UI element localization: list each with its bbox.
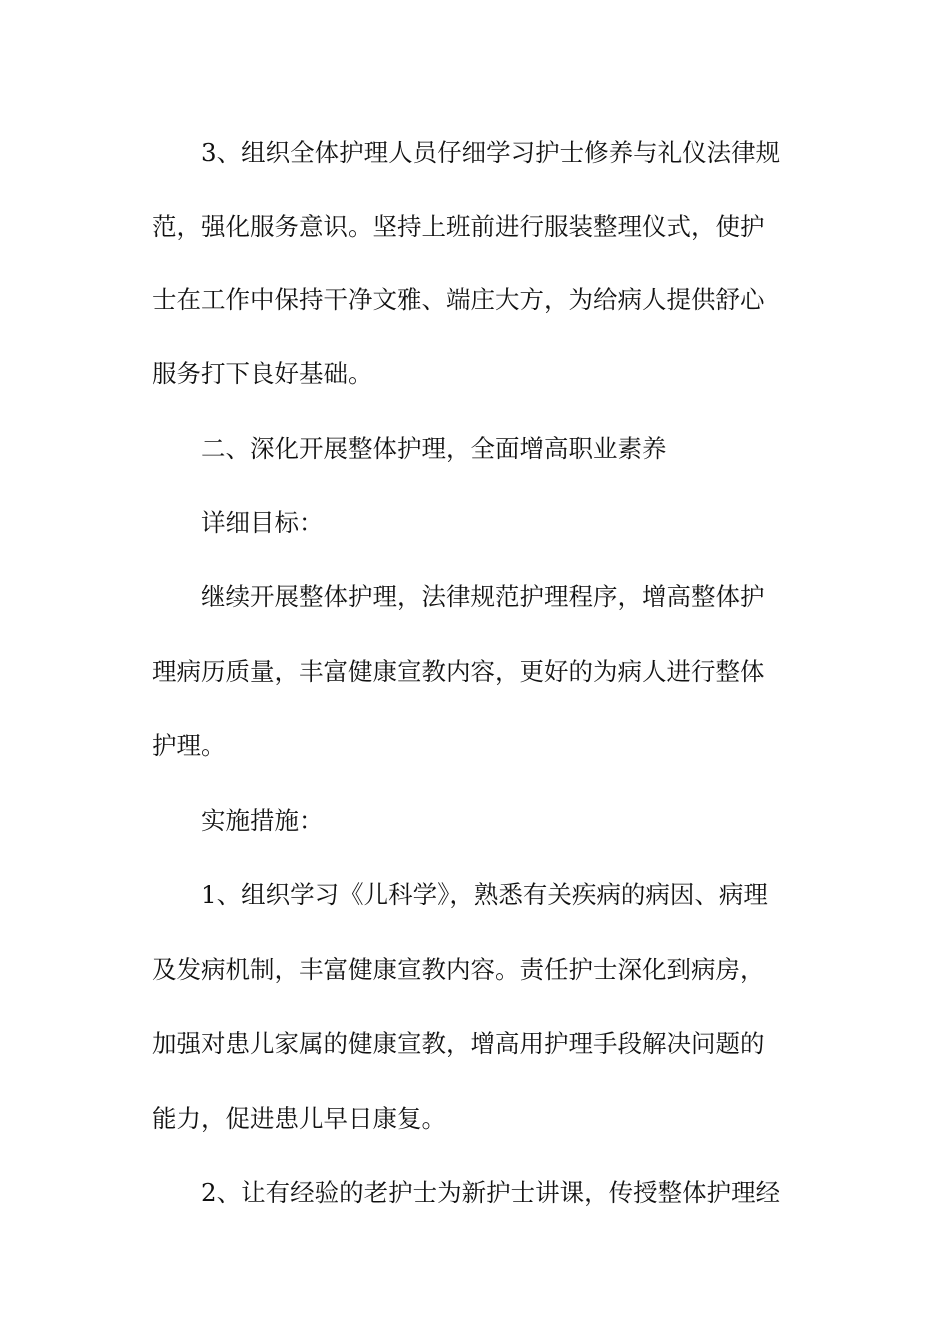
paragraph-line: 3、组织全体护理人员仔细学习护士修养与礼仪法律规 [201,138,781,167]
paragraph-line: 服务打下良好基础。 [152,359,373,388]
paragraph-line: 能力，促进患儿早日康复。 [152,1104,446,1133]
paragraph-line: 1、组织学习《儿科学》，熟悉有关疾病的病因、病理 [201,880,768,909]
paragraph-line: 2、让有经验的老护士为新护士讲课，传授整体护理经 [201,1178,781,1207]
subheading: 实施措施： [201,806,324,835]
subheading: 详细目标： [201,508,324,537]
paragraph-line: 士在工作中保持干净文雅、端庄大方，为给病人提供舒心 [152,285,765,314]
paragraph-line: 继续开展整体护理，法律规范护理程序，增高整体护 [201,582,765,611]
paragraph-line: 加强对患儿家属的健康宣教，增高用护理手段解决问题的 [152,1029,765,1058]
paragraph-line: 护理。 [152,731,226,760]
paragraph-line: 及发病机制，丰富健康宣教内容。责任护士深化到病房， [152,955,765,984]
section-heading: 二、深化开展整体护理，全面增高职业素养 [201,434,667,463]
paragraph-line: 理病历质量，丰富健康宣教内容，更好的为病人进行整体 [152,657,765,686]
paragraph-line: 范，强化服务意识。坚持上班前进行服装整理仪式，使护 [152,212,765,241]
